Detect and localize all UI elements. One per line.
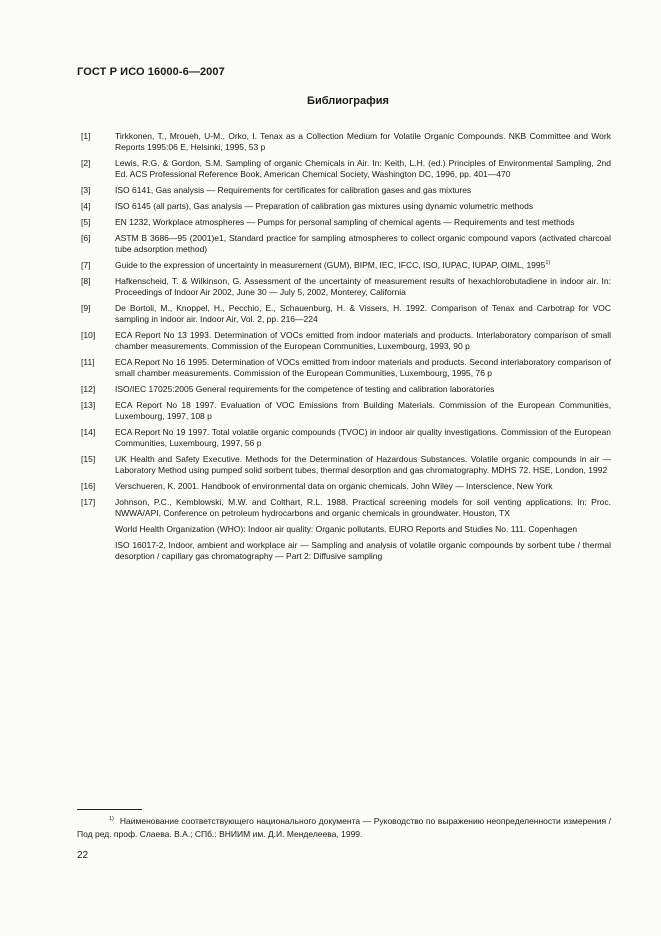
footnote — [77, 815, 611, 841]
entry-number: [11] — [81, 357, 95, 367]
entry-number: [4] — [81, 201, 91, 211]
bibliography-entry — [81, 158, 611, 180]
bibliography-entry — [81, 201, 611, 212]
entry-body: ISO 6145 (all parts), Gas analysis — Preparation of calibration gas mixtures using dynamic volumetric methods — [115, 201, 534, 211]
entry-number: [17] — [81, 497, 96, 507]
entry-text — [115, 303, 611, 325]
entry-number: [5] — [81, 217, 91, 227]
entry-number: [14] — [81, 427, 96, 437]
entry-number: [12] — [81, 384, 96, 394]
entry-body: ASTM B 3686—95 (2001)e1, Standard practice for sampling atmospheres to collect organic compound vapors (activated charcoal tube adsorption method) — [115, 233, 611, 254]
footnote-divider — [77, 809, 142, 810]
entry-body: Hafkenscheid, T. & Wilkinson, G. Assessment of the uncertainty of measurement results of hexachlorobutadiene in indoor air. In: Proceedings of Indoor Air 2002, June 30 — July 5, 2002, Monterey, California — [115, 276, 611, 297]
entry-body: Johnson, P.C., Kemblowski, M.W. and Colthart, R.L. 1988. Practical screening models for soil venting applications. In: Proc. NWWA/API, Conference on petroleum hydrocarbons and organic chemicals in groundwater. Houston, TX — [115, 497, 611, 518]
entry-body: Lewis, R.G. & Gordon, S.M. Sampling of organic Chemicals in Air. In: Keith, L.H. (ed.) Principles of Environmental Sampling, 2nd Ed. ACS Professional Reference Book, American Chemical Society, Washington DC, 1996, pp. 401—470 — [115, 158, 611, 179]
entry-text — [115, 454, 611, 476]
entry-number — [81, 524, 115, 535]
entry-text — [115, 481, 611, 492]
entry-text — [115, 185, 611, 196]
bibliography-entry — [81, 384, 611, 395]
entry-text — [115, 357, 611, 379]
section-title: Библиография — [307, 95, 389, 107]
bibliography-entry — [81, 185, 611, 196]
entry-body: ISO 6141, Gas analysis — Requirements for certificates for calibration gases and gas mixtures — [115, 185, 472, 195]
footnote-text: Наименование соответствующего национального документа — Руководство по выражению неопределенности измерения / Под ред. проф. Слаева. В.А.; СПб.: ВНИИМ им. Д.И. Менделеева, 1999. — [77, 816, 611, 839]
entry-text — [115, 233, 611, 255]
entry-body: ECA Report No 16 1995. Determination of VOCs emitted from indoor materials and products. Second interlaboratory comparison of small chamber measurements. Commission of the European Communities, Luxembourg, 1995, 76 p — [115, 357, 611, 378]
entry-text — [115, 201, 611, 212]
bibliography-entry — [81, 427, 611, 449]
bibliography-entry — [81, 276, 611, 298]
entry-text — [115, 524, 611, 535]
entry-text — [115, 217, 611, 228]
entry-body: World Health Organization (WHO): Indoor air quality: Organic pollutants. EURO Reports and Studies No. 111. Copenhagen — [115, 524, 578, 534]
document-header: ГОСТ Р ИСО 16000-6—2007 — [77, 66, 225, 78]
entry-number: [3] — [81, 185, 91, 195]
bibliography-entry — [81, 540, 611, 562]
entry-number: [10] — [81, 330, 96, 340]
entry-body: ISO 16017-2, Indoor, ambient and workplace air — Sampling and analysis of volatile organic compounds by sorbent tube / thermal desorption / capillary gas chromatography — Part 2: Diffusive sampling — [115, 540, 611, 561]
bibliography-entry — [81, 481, 611, 492]
bibliography-entry — [81, 524, 611, 535]
entry-body: ECA Report No 18 1997. Evaluation of VOC Emissions from Building Materials. Commission of the European Communities, Luxembourg, 1997, 108 p — [115, 400, 611, 421]
entry-text — [115, 400, 611, 422]
entry-body: De Bortoli, M., Knoppel, H., Pecchio, E., Schauenburg, H. & Vissers, H. 1992. Comparison of Tenax and Carbotrap for VOC sampling in indoor air. Indoor Air, Vol. 2, pp. 216—224 — [115, 303, 611, 324]
bibliography-entry — [81, 217, 611, 228]
entry-text — [115, 330, 611, 352]
footnote-reference: 1) — [545, 260, 551, 267]
entry-text — [115, 384, 611, 395]
bibliography-entry — [81, 400, 611, 422]
entry-number: [1] — [81, 131, 91, 141]
bibliography-entry — [81, 303, 611, 325]
entry-number: [15] — [81, 454, 96, 464]
entry-number — [81, 540, 115, 562]
entry-text — [115, 427, 611, 449]
bibliography-entry — [81, 131, 611, 153]
entry-text — [115, 276, 611, 298]
bibliography-entry — [81, 357, 611, 379]
entry-number: [9] — [81, 303, 91, 313]
entry-number: [16] — [81, 481, 96, 491]
entry-text — [115, 131, 611, 153]
entry-text — [115, 540, 611, 562]
entry-number: [13] — [81, 400, 96, 410]
entry-body: Verschueren, K. 2001. Handbook of environmental data on organic chemicals. John Wiley — Interscience, New York — [115, 481, 553, 491]
entry-body: ISO/IEC 17025:2005 General requirements for the competence of testing and calibration laboratories — [115, 384, 495, 394]
entry-text — [115, 260, 611, 271]
entry-number: [6] — [81, 233, 91, 243]
entry-body: EN 1232, Workplace atmospheres — Pumps for personal sampling of chemical agents — Requirements and test methods — [115, 217, 575, 227]
bibliography-list — [81, 131, 611, 567]
entry-body: ECA Report No 13 1993. Determination of VOCs emitted from indoor materials and products. Interlaboratory comparison of small chamber measurements. Commission of the European Communities, Luxembourg, 1993, 90 p — [115, 330, 611, 351]
entry-number: [2] — [81, 158, 91, 168]
entry-body: Tirkkonen, T., Mroueh, U-M., Orko, I. Tenax as a Collection Medium for Volatile Organic Compounds. NKB Committee and Work Reports 1995:06 E, Helsinki, 1995, 53 p — [115, 131, 611, 152]
entry-body: Guide to the expression of uncertainty in measurement (GUM), BIPM, IEC, IFCC, ISO, IUPAC, IUPAP, OIML, 1995 — [115, 260, 546, 270]
bibliography-entry — [81, 330, 611, 352]
entry-number: [8] — [81, 276, 91, 286]
bibliography-entry — [81, 233, 611, 255]
bibliography-entry — [81, 260, 611, 271]
page-number: 22 — [77, 850, 89, 861]
entry-body: ECA Report No 19 1997. Total volatile organic compounds (TVOC) in indoor air quality investigations. Commission of the European Communities, Luxembourg, 1997, 56 p — [115, 427, 611, 448]
entry-body: UK Health and Safety Executive. Methods for the Determination of Hazardous Substances. Volatile organic compounds in air — Laboratory Method using pumped solid sorbent tubes, thermal desorption and gas chromatography. MDHS 72. HSE, London, 1992 — [115, 454, 611, 475]
bibliography-entry — [81, 497, 611, 519]
entry-text — [115, 497, 611, 519]
entry-text — [115, 158, 611, 180]
bibliography-entry — [81, 454, 611, 476]
entry-number: [7] — [81, 260, 91, 270]
footnote-mark: 1) — [109, 816, 114, 823]
